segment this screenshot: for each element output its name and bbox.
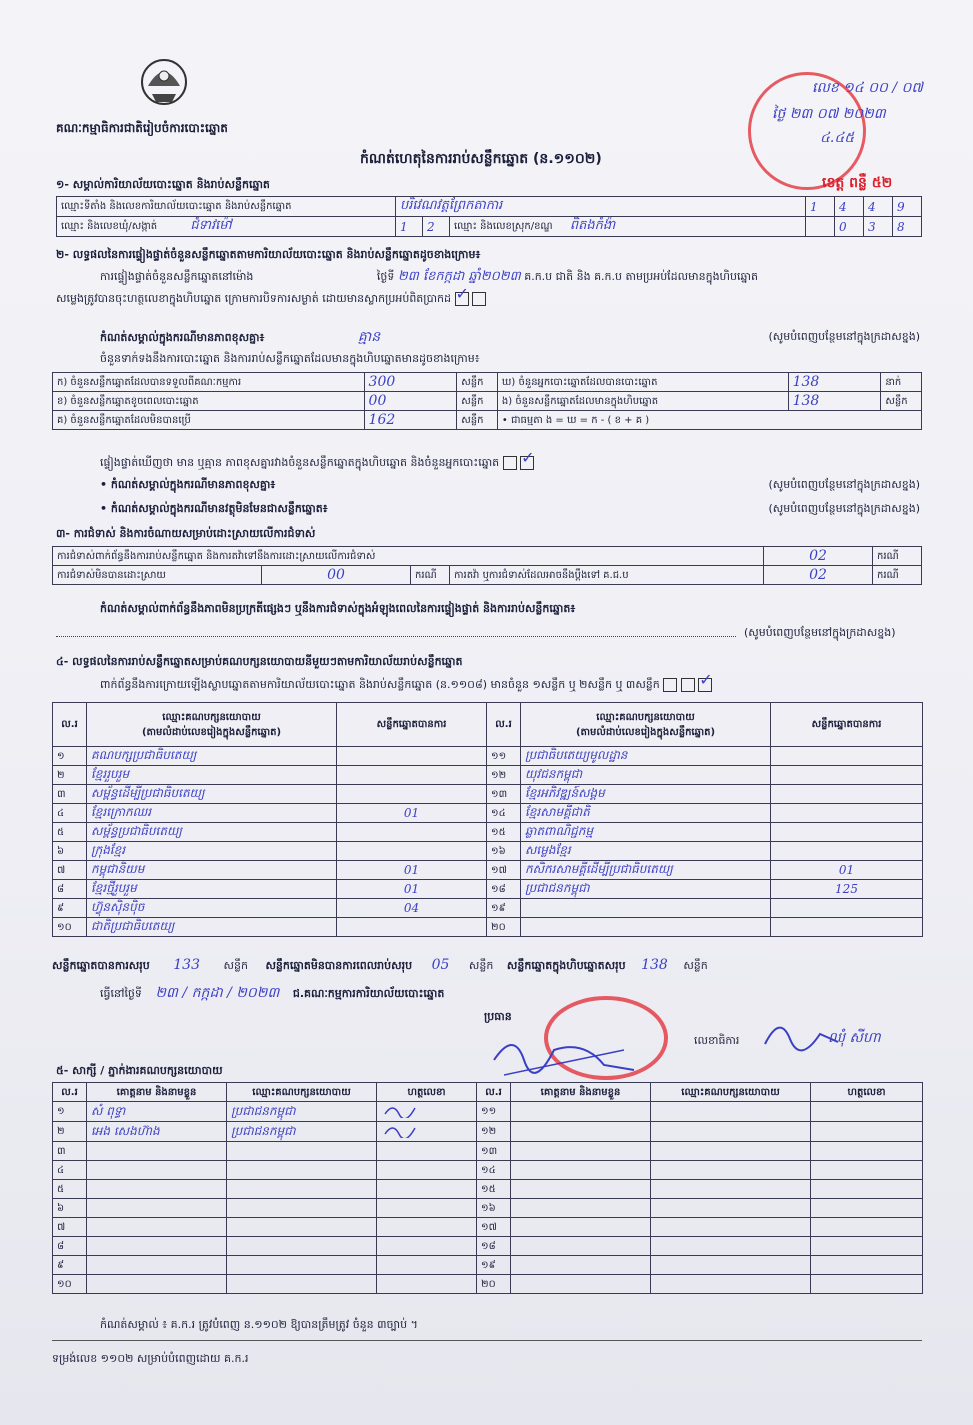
- s4-valid-label: សន្លឹកឆ្នោតបានការសរុប: [52, 959, 150, 972]
- s4-body: [53, 747, 923, 937]
- s4-intro-text: ពាក់ព័ន្ធនឹងការក្រោយឡើងស្លាបឆ្នោតតាមការិយាល័យបោះឆ្នោត និងរាប់សន្លឹកឆ្នោត (ន.១១០៨) មានចំនួន ១សន្លឹក ឬ ២សន្លឹក ឬ ៣សន្លឹក: [100, 678, 660, 691]
- s2-right-unit: សន្លឹក: [881, 392, 922, 411]
- s5-row-name: [87, 1199, 227, 1218]
- s5-col-party: ឈ្មោះគណបក្សនយោបាយ: [651, 1083, 811, 1102]
- s5-row-no: ១០: [53, 1275, 87, 1294]
- s4-row-party: ខ្មែរអភិវឌ្ឍន៍សង្គម: [521, 785, 771, 804]
- s1-commune-value: ជំទាវម៉ៅ: [190, 218, 232, 233]
- s2-has-diff-checkbox[interactable]: [503, 456, 517, 470]
- s5-row-sign: [377, 1237, 477, 1256]
- stamp-ref: លេខ ១៤ ០០ / ០៧: [812, 80, 923, 96]
- s4-row-party: គណបក្សប្រជាធិបតេយ្យ: [87, 747, 337, 766]
- s4-unit: សន្លឹក: [683, 959, 708, 972]
- s4-intro: [100, 678, 712, 692]
- s5-row-party: [227, 1199, 377, 1218]
- s2-left-value: 162: [364, 411, 457, 430]
- s2-formula: • ជាធម្មតា ង = ឃ = ក - ( ខ + គ ): [497, 411, 921, 430]
- s2-right-label: ង) ចំនួនសន្លឹកឆ្នោតដែលមានក្នុងហិបឆ្នោត: [497, 392, 788, 411]
- s5-row-party: [651, 1218, 811, 1237]
- s4-row-party: ជាតិប្រជាធិបតេយ្យ: [87, 918, 337, 937]
- s5-row-party: [227, 1275, 377, 1294]
- s4-row-no: ១៦: [487, 842, 521, 861]
- section2-title: ២- លទ្ធផលនៃការផ្ទៀងផ្ទាត់ចំនួនសន្លឹកឆ្នោតតាមការិយាល័យបោះឆ្នោត និងរាប់សន្លឹកឆ្នោតដូចខាងក្រោម៖: [56, 248, 481, 261]
- s4-row-votes: 01: [337, 880, 487, 899]
- s5-row-party: [227, 1161, 377, 1180]
- s5-row-sign: [377, 1180, 477, 1199]
- s5-row-no: ១៥: [477, 1180, 511, 1199]
- s4-row-party: យុវជនកម្ពុជា: [521, 766, 771, 785]
- s4-unit: សន្លឹក: [223, 959, 248, 972]
- s2-right-label: ឃ) ចំនួនអ្នកបោះឆ្នោតដែលបានបោះឆ្នោត: [497, 373, 788, 392]
- table-row: [53, 1275, 923, 1294]
- s5-col-sign: ហត្ថលេខា: [811, 1083, 923, 1102]
- s4-row-votes: 04: [337, 899, 487, 918]
- s5-row-sign: [811, 1218, 923, 1237]
- s5-row-name: [511, 1122, 651, 1142]
- s5-body: [53, 1102, 923, 1294]
- s5-col-no: ល.រ: [53, 1083, 87, 1102]
- s5-row-sign: [377, 1122, 477, 1142]
- s5-witness-table: [52, 1082, 923, 1294]
- s5-row-name: [87, 1237, 227, 1256]
- s1-row2-label: [57, 217, 396, 237]
- s5-row-no: ១៦: [477, 1199, 511, 1218]
- s3-dotted-line: [56, 636, 736, 637]
- s2-right-value: 138: [788, 392, 881, 411]
- s5-row-no: ១៩: [477, 1256, 511, 1275]
- s5-row-name: [87, 1275, 227, 1294]
- s5-row-name: [511, 1199, 651, 1218]
- s5-row-party: [651, 1102, 811, 1122]
- s5-row-party: [651, 1161, 811, 1180]
- s5-row-sign: [811, 1122, 923, 1142]
- s2-hint: (សូមបំពេញបន្ថែមនៅក្នុងក្រដាសខ្នង): [768, 478, 920, 491]
- s2-counts-table: [52, 372, 922, 430]
- s3-note: កំណត់សម្គាល់ពាក់ព័ន្ធនឹងភាពមិនប្រក្រតីផ្សេងៗ ឬនឹងការជំទាស់ក្នុងអំឡុងពេលនៃការផ្ទៀងផ្ទាត់ និងការរាប់សន្លឹកឆ្នោត៖: [100, 602, 576, 615]
- s5-row-no: ៣: [53, 1142, 87, 1161]
- s3-row2-unit: ករណី: [411, 566, 450, 585]
- s5-row-name: [511, 1180, 651, 1199]
- s4-invalid-label: សន្លឹកឆ្នោតមិនបានការពេលរាប់សរុប: [265, 959, 413, 972]
- s5-row-party: [227, 1180, 377, 1199]
- s4-row-no: ២០: [487, 918, 521, 937]
- s1-digit: 1: [806, 197, 835, 217]
- s5-row-name: [511, 1161, 651, 1180]
- s5-row-no: ៥: [53, 1180, 87, 1199]
- table-row: [53, 823, 923, 842]
- section1-title: ១- សម្គាល់ការិយាល័យបោះឆ្នោត និងរាប់សន្លឹកឆ្នោត: [56, 178, 270, 191]
- s4-row-party: សម្លេងខ្មែរ: [521, 842, 771, 861]
- s2-bullet1-line: [100, 478, 920, 492]
- s2-left-value: 300: [364, 373, 457, 392]
- section3-title: ៣- ការជំទាស់ និងការចំណាយសម្រាប់ដោះស្រាយលើការជំទាស់: [56, 527, 316, 540]
- table-row: [53, 880, 923, 899]
- table-row: [53, 1237, 923, 1256]
- s2-bullet1: • កំណត់សម្គាល់ក្នុងករណីមានភាពខុសគ្នា៖: [100, 478, 276, 491]
- s4-col-party-sub: (តាមលំដាប់លេខរៀងក្នុងសន្លឹកឆ្នោត): [141, 726, 282, 738]
- s5-row-name: សំ ពុទ្ធា: [87, 1102, 227, 1122]
- s2-left-label: ខ) ចំនួនសន្លឹកឆ្នោតខូចពេលបោះឆ្នោត: [53, 392, 365, 411]
- table-row: [53, 1199, 923, 1218]
- chair-signature: [484, 1020, 644, 1080]
- s5-row-name: [511, 1256, 651, 1275]
- s5-row-name: [87, 1256, 227, 1275]
- s2-note-line: [100, 330, 920, 345]
- table-row: [53, 899, 923, 918]
- s4-row-party: សម្ព័ន្ធប្រជាធិបតេយ្យ: [87, 823, 337, 842]
- s2-note-value: គ្មាន: [357, 329, 381, 345]
- s5-row-sign: [811, 1275, 923, 1294]
- s4-valid-value: 133: [173, 957, 200, 973]
- s4-row-party: ក្រុងខ្មែរ: [87, 842, 337, 861]
- table-row: [53, 747, 923, 766]
- s2-date-label: ថ្ងៃទី: [376, 270, 395, 283]
- s4-row-votes: [771, 785, 923, 804]
- table-row: [53, 1218, 923, 1237]
- s5-row-name: [511, 1237, 651, 1256]
- footer-bottom: ទម្រង់លេខ ១១០២ សម្រាប់បំពេញដោយ គ.ក.រ: [52, 1352, 249, 1365]
- s5-row-name: [511, 1102, 651, 1122]
- s5-row-sign: [811, 1180, 923, 1199]
- s4-checkbox-1[interactable]: [663, 678, 677, 692]
- s5-row-party: [651, 1199, 811, 1218]
- s5-row-no: ៨: [53, 1237, 87, 1256]
- s1-district-label: ឈ្មោះ និងលេខស្រុក/ខណ្ឌ: [454, 221, 553, 232]
- s2-left-unit: សន្លឹក: [457, 411, 498, 430]
- s4-row-no: ៥: [53, 823, 87, 842]
- s4-unit: សន្លឹក: [468, 959, 494, 972]
- s4-checkbox-2[interactable]: [681, 678, 695, 692]
- s5-col-party: ឈ្មោះគណបក្សនយោបាយ: [227, 1083, 377, 1102]
- table-row: [53, 1122, 923, 1142]
- s4-row-votes: 125: [771, 880, 923, 899]
- s5-row-sign: [377, 1218, 477, 1237]
- s4-row-no: ៧: [53, 861, 87, 880]
- s4-col-party: [87, 703, 337, 747]
- table-row: [53, 1142, 923, 1161]
- s4-col-party-sub: (តាមលំដាប់លេខរៀងក្នុងសន្លឹកឆ្នោត): [575, 726, 716, 738]
- s4-row-no: ២: [53, 766, 87, 785]
- s4-row-votes: [337, 766, 487, 785]
- s1-digit: 3: [864, 217, 893, 237]
- s1-digit: 4: [864, 197, 893, 217]
- s1-district: [450, 217, 806, 237]
- table-row: [53, 785, 923, 804]
- s4-row-party: សម្ព័ន្ធដើម្បីប្រជាធិបតេយ្យ: [87, 785, 337, 804]
- s1-row1-value: បរិវេណវត្តព្រែកតាការ: [396, 197, 806, 217]
- table-row: [53, 804, 923, 823]
- s3-row2b-unit: ករណី: [873, 566, 922, 585]
- s4-row-party: ឆ្លាតពាណិជ្ជកម្ម: [521, 823, 771, 842]
- s3-row2b-label: ការតវ៉ា ឬការជំទាស់ដែលអាចនឹងប្ដឹងទៅ គ.ជ.ប: [450, 566, 764, 585]
- table-row: [53, 1102, 923, 1122]
- s5-row-name: [511, 1275, 651, 1294]
- s4-row-no: ១៤: [487, 804, 521, 823]
- s1-digit: 8: [893, 217, 922, 237]
- s5-row-no: ១: [53, 1102, 87, 1122]
- s3-row1-value: 02: [764, 547, 873, 566]
- s4-col-party-label: ឈ្មោះគណបក្សនយោបាយ: [596, 711, 695, 723]
- s4-invalid-value: 05: [431, 957, 450, 973]
- s5-row-sign: [811, 1237, 923, 1256]
- s2-checkbox-b[interactable]: [472, 292, 486, 306]
- s5-row-party: [651, 1180, 811, 1199]
- s5-row-no: ១៧: [477, 1218, 511, 1237]
- s4-row-votes: [771, 804, 923, 823]
- section5-title: ៥- សាក្សី / ភ្នាក់ងារគណបក្សនយោបាយ: [56, 1064, 223, 1077]
- s2-row: [53, 392, 922, 411]
- s4-row-votes: 01: [337, 861, 487, 880]
- table-row: [53, 766, 923, 785]
- s4-row-no: ៦: [53, 842, 87, 861]
- stamp-date: ថ្ងៃ ២៣ ០៧ ២០២៣: [772, 106, 886, 122]
- s2-left-unit: សន្លឹក: [457, 373, 498, 392]
- footer-note: កំណត់សម្គាល់ ៖ គ.ក.រ ត្រូវបំពេញ ន.១១០២ ឱ្យបានត្រឹមត្រូវ ចំនួន ៣ច្បាប់ ។: [100, 1318, 418, 1331]
- s4-row-party: កសិករសាមគ្គីដើម្បីប្រជាធិបតេយ្យ: [521, 861, 771, 880]
- table-row: [53, 1256, 923, 1275]
- footer-rule: [52, 1340, 922, 1341]
- s5-row-party: [651, 1275, 811, 1294]
- s3-row1-label: ការជំទាស់ពាក់ព័ន្ធនឹងការរាប់សន្លឹកឆ្នោត និងការតវ៉ាទៅនឹងការដោះស្រាយលើការជំទាស់: [53, 547, 764, 566]
- s2-row: [53, 373, 922, 392]
- s2-left-label: គ) ចំនួនសន្លឹកឆ្នោតដែលមិនបានប្រើ: [53, 411, 365, 430]
- s5-row-name: [87, 1161, 227, 1180]
- s4-date-line: [100, 986, 444, 1001]
- s4-total-label: សន្លឹកឆ្នោតក្នុងហិបឆ្នោតសរុប: [506, 959, 626, 972]
- s4-col-votes: សន្លឹកឆ្នោតបានការ: [771, 703, 923, 747]
- s5-row-sign: [811, 1256, 923, 1275]
- s4-row-party: ខ្មែររួបរួម: [87, 766, 337, 785]
- committee-name: គណៈកម្មាធិការជាតិរៀបចំការបោះឆ្នោត: [56, 121, 228, 135]
- s4-row-votes: [337, 747, 487, 766]
- s4-row-no: ៩: [53, 899, 87, 918]
- s5-col-name: គោត្តនាម និងនាមខ្លួន: [87, 1083, 227, 1102]
- s4-row-party: [521, 899, 771, 918]
- s2-para2: [56, 292, 486, 306]
- s5-row-name: [87, 1180, 227, 1199]
- s2-no-diff-checkbox[interactable]: [520, 456, 534, 470]
- s1-blank: [806, 217, 835, 237]
- s5-row-party: [651, 1122, 811, 1142]
- s5-row-no: ១២: [477, 1122, 511, 1142]
- national-emblem: [132, 52, 196, 112]
- s5-row-party: [227, 1256, 377, 1275]
- s4-row-no: ១៥: [487, 823, 521, 842]
- s4-row-party: [521, 918, 771, 937]
- s4-row-party: ខ្មែរថ្មីរួបរួម: [87, 880, 337, 899]
- s5-col-sign: ហត្ថលេខា: [377, 1083, 477, 1102]
- s2-checkbox-a[interactable]: [455, 292, 469, 306]
- s2-left-label: ក) ចំនួនសន្លឹកឆ្នោតដែលបានទទួលពីគណៈកម្មការ: [53, 373, 365, 392]
- s5-row-sign: [811, 1102, 923, 1122]
- s2-para2-text: សម្លេងត្រូវបានចុះហត្ថលេខាក្នុងហិបឆ្នោត ក្រោមការបិទការសម្ងាត់ ដោយមានស្លាកប្រអប់ពិតប្រាកដ: [56, 292, 452, 305]
- s2-check-line: [100, 456, 534, 470]
- s1-digit: 2: [423, 217, 450, 237]
- s4-row-votes: [771, 747, 923, 766]
- s5-row-no: ២០: [477, 1275, 511, 1294]
- s2-right-unit: នាក់: [881, 373, 922, 392]
- s5-row-sign: [811, 1199, 923, 1218]
- s2-intro: ចំនួនទាក់ទងនឹងការបោះឆ្នោត និងការរាប់សន្លឹកឆ្នោតដែលមានក្នុងហិបឆ្នោតមានដូចខាងក្រោម៖: [100, 352, 480, 365]
- s4-checkbox-3[interactable]: [698, 678, 712, 692]
- s4-row-votes: [771, 842, 923, 861]
- s4-results-table: [52, 702, 923, 937]
- s4-secretary-name: ឈុំ សីហា: [828, 1030, 881, 1046]
- s5-row-party: [651, 1237, 811, 1256]
- section1-table: [56, 196, 922, 237]
- s5-row-name: [87, 1142, 227, 1161]
- s3-row2-label: ការជំទាស់មិនបានដោះស្រាយ: [53, 566, 262, 585]
- stamp-caption: ខេត្ត ពន្លឺ ៥២: [822, 175, 893, 191]
- stamp-time: ៤.៤៥: [820, 130, 855, 146]
- s3-row1-unit: ករណី: [873, 547, 922, 566]
- s5-row-sign: [377, 1142, 477, 1161]
- secretary-signature: [760, 1014, 840, 1054]
- s2-para1-end: គ.ក.ប ជាតិ និង គ.ក.ប តាមប្រអប់ដែលមានក្នុងហិបឆ្នោត: [524, 270, 758, 283]
- s5-row-no: ១៣: [477, 1142, 511, 1161]
- s3-row2-value: 00: [262, 566, 411, 585]
- table-row: [53, 1161, 923, 1180]
- s4-row-party: ហ៊្វុនស៊ិនប៉ិច: [87, 899, 337, 918]
- s4-row-party: ប្រជាជនកម្ពុជា: [521, 880, 771, 899]
- s2-left-value: 00: [364, 392, 457, 411]
- s5-col-no: ល.រ: [477, 1083, 511, 1102]
- s5-row-party: [227, 1142, 377, 1161]
- s2-para1: [100, 270, 758, 284]
- s5-row-name: [87, 1218, 227, 1237]
- s1-digit: 4: [835, 197, 864, 217]
- witness-signature: [381, 1102, 421, 1118]
- s1-digit: 1: [396, 217, 423, 237]
- s5-col-name: គោត្តនាម និងនាមខ្លួន: [511, 1083, 651, 1102]
- s2-date-value: ២៣ ខែកក្កដា ឆ្នាំ២០២៣: [397, 269, 521, 284]
- s5-row-party: ប្រជាជនកម្ពុជា: [227, 1122, 377, 1142]
- s1-digit: 0: [835, 217, 864, 237]
- s5-row-party: [227, 1237, 377, 1256]
- s5-row-sign: [377, 1256, 477, 1275]
- s5-row-party: [651, 1256, 811, 1275]
- s2-bullet2: • កំណត់សម្គាល់ក្នុងករណីមានវត្ថុមិនមែនជាសន្លឹកឆ្នោត៖: [100, 502, 328, 515]
- s1-district-value: ពិតងកំង៉ា: [569, 218, 616, 233]
- form-title: កំណត់ហេតុនៃការរាប់សន្លឹកឆ្នោត (ន.១១០២): [360, 151, 602, 167]
- s3-table: [52, 546, 922, 585]
- s5-row-party: ប្រជាជនកម្ពុជា: [227, 1102, 377, 1122]
- s5-row-sign: [377, 1199, 477, 1218]
- s2-bullet2-line: [100, 502, 920, 516]
- s4-row-votes: [337, 918, 487, 937]
- s4-row-votes: [337, 785, 487, 804]
- s4-col-no: ល.រ: [53, 703, 87, 747]
- s5-row-sign: [377, 1102, 477, 1122]
- s4-row-no: ១៩: [487, 899, 521, 918]
- s4-date-value: ២៣ / កក្កដា / ២០២៣: [155, 985, 280, 1001]
- s4-row-votes: 01: [337, 804, 487, 823]
- s2-note-label: កំណត់សម្គាល់ក្នុងករណីមានភាពខុសគ្នា៖: [100, 331, 265, 344]
- s1-commune-label: ឈ្មោះ និងលេខឃុំ/សង្កាត់: [61, 221, 158, 232]
- s5-row-party: [227, 1218, 377, 1237]
- s4-row-no: ១២: [487, 766, 521, 785]
- table-row: [53, 861, 923, 880]
- s4-row-votes: [771, 918, 923, 937]
- s4-row-no: ៣: [53, 785, 87, 804]
- s4-col-party-label: ឈ្មោះគណបក្សនយោបាយ: [162, 711, 261, 723]
- s5-row-no: ១១: [477, 1102, 511, 1122]
- s2-right-value: 138: [788, 373, 881, 392]
- s4-row-no: ១០: [53, 918, 87, 937]
- s4-col-party: [521, 703, 771, 747]
- s5-row-name: អេង សេងហ៊ាង: [87, 1122, 227, 1142]
- s5-row-sign: [377, 1161, 477, 1180]
- s4-row-no: ៤: [53, 804, 87, 823]
- s5-row-name: [511, 1218, 651, 1237]
- table-row: [53, 918, 923, 937]
- s1-digit: 9: [893, 197, 922, 217]
- s4-row-votes: [337, 823, 487, 842]
- s4-committee-label: ជ.គណៈកម្មការការិយាល័យបោះឆ្នោត: [292, 987, 445, 1000]
- s2-left-unit: សន្លឹក: [457, 392, 498, 411]
- s4-row-party: កម្ពុជានិយម: [87, 861, 337, 880]
- s5-row-no: ៧: [53, 1218, 87, 1237]
- s4-chair-label: ប្រធាន: [484, 1010, 512, 1023]
- s5-row-no: ៤: [53, 1161, 87, 1180]
- s5-row-no: ១៨: [477, 1237, 511, 1256]
- s4-row-votes: [771, 899, 923, 918]
- s5-row-no: ១៤: [477, 1161, 511, 1180]
- s5-row-name: [511, 1142, 651, 1161]
- s2-hint: (សូមបំពេញបន្ថែមនៅក្នុងក្រដាសខ្នង): [768, 502, 920, 515]
- s4-row-no: ១៧: [487, 861, 521, 880]
- s4-row-party: ខ្មែរក្រោកឈរ: [87, 804, 337, 823]
- s4-row-votes: 01: [771, 861, 923, 880]
- table-row: [53, 1180, 923, 1199]
- s2-row: [53, 411, 922, 430]
- s2-para1-text: ការផ្ទៀងផ្ទាត់ចំនួនសន្លឹកឆ្នោតនៅម៉ោង: [100, 270, 254, 283]
- s4-totals: [52, 958, 922, 973]
- s4-col-votes: សន្លឹកឆ្នោតបានការ: [337, 703, 487, 747]
- s5-row-no: ២: [53, 1122, 87, 1142]
- s4-col-no: ល.រ: [487, 703, 521, 747]
- s2-check-text: ផ្ទៀងផ្ទាត់ឃើញថា មាន ឬគ្មាន ភាពខុសគ្នារវាងចំនួនសន្លឹកឆ្នោតក្នុងហិបឆ្នោត និងចំនួនអ្នកបោះឆ្នោត: [100, 456, 500, 469]
- s3-hint: (សូមបំពេញបន្ថែមនៅក្នុងក្រដាសខ្នង): [744, 626, 896, 639]
- section4-title: ៤- លទ្ធផលនៃការរាប់សន្លឹកឆ្នោតសម្រាប់គណបក្សនយោបាយនីមួយៗតាមការិយាល័យរាប់សន្លឹកឆ្នោត: [56, 655, 463, 668]
- s5-row-sign: [377, 1275, 477, 1294]
- s5-row-sign: [811, 1142, 923, 1161]
- s4-row-no: ១១: [487, 747, 521, 766]
- s4-row-no: ១៨: [487, 880, 521, 899]
- s4-row-no: ១: [53, 747, 87, 766]
- s4-total-value: 138: [641, 957, 668, 973]
- s1-row1-label: ឈ្មោះទីតាំង និងលេខការិយាល័យបោះឆ្នោត និងរាប់សន្លឹកឆ្នោត: [57, 197, 396, 217]
- s2-note-hint: (សូមបំពេញបន្ថែមនៅក្នុងក្រដាសខ្នង): [768, 330, 920, 343]
- s4-row-party: ប្រជាធិបតេយ្យមូលដ្ឋាន: [521, 747, 771, 766]
- s4-row-party: ខ្មែរសាមគ្គីជាតិ: [521, 804, 771, 823]
- s5-row-party: [651, 1142, 811, 1161]
- s3-row2b-value: 02: [764, 566, 873, 585]
- s4-row-no: ៨: [53, 880, 87, 899]
- s4-date-label: ធ្វើនៅថ្ងៃទី: [100, 987, 142, 1000]
- s4-row-no: ១៣: [487, 785, 521, 804]
- s5-row-sign: [811, 1161, 923, 1180]
- s4-secretary-label: លេខាធិការ: [694, 1034, 740, 1047]
- s5-row-no: ៦: [53, 1199, 87, 1218]
- s4-row-votes: [771, 823, 923, 842]
- s4-row-votes: [771, 766, 923, 785]
- s5-row-no: ៩: [53, 1256, 87, 1275]
- table-row: [53, 842, 923, 861]
- s4-row-votes: [337, 842, 487, 861]
- witness-signature: [381, 1122, 421, 1138]
